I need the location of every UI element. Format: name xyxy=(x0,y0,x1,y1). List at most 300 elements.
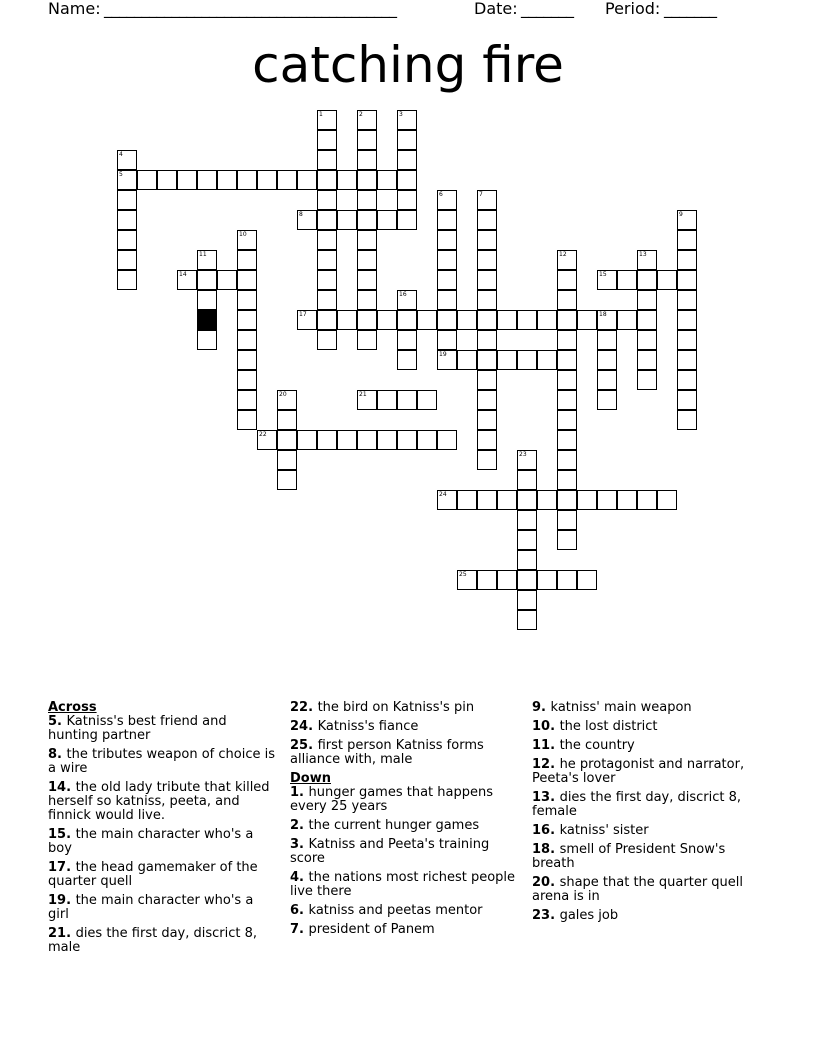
crossword-cell[interactable] xyxy=(637,490,657,510)
crossword-cell[interactable] xyxy=(397,190,417,210)
clue-item: 6. katniss and peetas mentor xyxy=(290,903,483,918)
clue-item-text: the main character who's a girl xyxy=(48,893,254,922)
clue-item-number: 12 xyxy=(532,757,551,772)
crossword-cell[interactable] xyxy=(677,350,697,370)
clue-item-number: 23 xyxy=(532,908,551,923)
crossword-cell[interactable] xyxy=(477,410,497,430)
crossword-cell[interactable] xyxy=(577,310,597,330)
clue-item: 18. smell of President Snow's breath xyxy=(532,842,726,871)
crossword-cell[interactable] xyxy=(617,490,637,510)
crossword-cell[interactable] xyxy=(317,130,337,150)
clue-item-number: 4 xyxy=(290,870,300,885)
crossword-cell[interactable] xyxy=(337,310,357,330)
crossword-cell[interactable] xyxy=(617,270,637,290)
crossword-cell[interactable] xyxy=(637,370,657,390)
crossword-cell[interactable] xyxy=(557,450,577,470)
crossword-cell[interactable] xyxy=(197,270,217,290)
crossword-cell[interactable] xyxy=(477,370,497,390)
crossword-cell[interactable] xyxy=(277,470,297,490)
crossword-cell[interactable] xyxy=(397,210,417,230)
crossword-cell[interactable] xyxy=(297,310,317,330)
crossword-cell[interactable] xyxy=(517,450,537,470)
crossword-cell[interactable] xyxy=(357,390,377,410)
crossword-cell[interactable] xyxy=(677,370,697,390)
crossword-cell[interactable] xyxy=(517,490,537,510)
crossword-cell[interactable] xyxy=(597,270,617,290)
crossword-cell[interactable] xyxy=(497,490,517,510)
clue-number: 22 xyxy=(259,431,267,438)
crossword-cell[interactable] xyxy=(557,490,577,510)
clue-item: 16. katniss' sister xyxy=(532,823,649,838)
crossword-cell[interactable] xyxy=(357,310,377,330)
crossword-cell[interactable] xyxy=(177,170,197,190)
crossword-cell[interactable] xyxy=(377,210,397,230)
crossword-cell[interactable] xyxy=(237,370,257,390)
crossword-cell[interactable] xyxy=(637,250,657,270)
crossword-cell[interactable] xyxy=(677,210,697,230)
clue-item-number: 24 xyxy=(290,719,309,734)
crossword-cell[interactable] xyxy=(117,170,137,190)
clue-item-number: 13 xyxy=(532,790,551,805)
crossword-cell[interactable] xyxy=(277,390,297,410)
crossword-cell[interactable] xyxy=(457,350,477,370)
crossword-cell[interactable] xyxy=(357,170,377,190)
clue-item: 2. the current hunger games xyxy=(290,818,480,833)
crossword-cell[interactable] xyxy=(397,330,417,350)
clue-item: 4. the nations most richest people live there xyxy=(290,870,516,899)
clue-number: 17 xyxy=(299,311,307,318)
crossword-cell[interactable] xyxy=(437,350,457,370)
clue-number: 21 xyxy=(359,391,367,398)
crossword-cell[interactable] xyxy=(217,170,237,190)
crossword-cell[interactable] xyxy=(357,150,377,170)
crossword-cell[interactable] xyxy=(457,490,477,510)
crossword-cell[interactable] xyxy=(477,570,497,590)
crossword-cell[interactable] xyxy=(417,310,437,330)
crossword-cell[interactable] xyxy=(477,290,497,310)
crossword-cell[interactable] xyxy=(477,270,497,290)
clue-number: 8 xyxy=(299,211,303,218)
crossword-cell[interactable] xyxy=(637,290,657,310)
clue-number: 25 xyxy=(459,571,467,578)
crossword-cell[interactable] xyxy=(537,570,557,590)
clue-item-number: 25 xyxy=(290,738,309,753)
clue-number: 2 xyxy=(359,111,363,118)
crossword-cell[interactable] xyxy=(477,490,497,510)
crossword-cell[interactable] xyxy=(317,330,337,350)
clue-item-number: 10 xyxy=(532,719,551,734)
crossword-cell[interactable] xyxy=(437,230,457,250)
crossword-cell[interactable] xyxy=(277,170,297,190)
crossword-cell[interactable] xyxy=(557,390,577,410)
crossword-cell[interactable] xyxy=(137,170,157,190)
clue-item: 19. the main character who's a girl xyxy=(48,893,254,922)
crossword-cell[interactable] xyxy=(357,110,377,130)
crossword-cell[interactable] xyxy=(477,210,497,230)
crossword-cell[interactable] xyxy=(497,350,517,370)
crossword-cell[interactable] xyxy=(477,190,497,210)
clue-item-text: Katniss's best friend and hunting partner xyxy=(48,714,227,743)
crossword-cell[interactable] xyxy=(257,430,277,450)
crossword-cell[interactable] xyxy=(237,270,257,290)
crossword-cell[interactable] xyxy=(377,170,397,190)
clue-item: 9. katniss' main weapon xyxy=(532,700,692,715)
clue-item: 11. the country xyxy=(532,738,635,753)
crossword-cell[interactable] xyxy=(557,250,577,270)
crossword-cell[interactable] xyxy=(617,310,637,330)
clue-item-text: the lost district xyxy=(559,719,658,734)
crossword-cell[interactable] xyxy=(237,170,257,190)
crossword-cell[interactable] xyxy=(437,270,457,290)
clue-item-number: 8 xyxy=(48,747,58,762)
clue-item-text: the country xyxy=(559,738,635,753)
date-field[interactable]: _______ xyxy=(521,0,574,18)
crossword-cell[interactable] xyxy=(337,430,357,450)
crossword-cell[interactable] xyxy=(657,490,677,510)
crossword-cell[interactable] xyxy=(357,130,377,150)
clue-item-number: 14 xyxy=(48,780,67,795)
crossword-cell[interactable] xyxy=(477,450,497,470)
crossword-cell[interactable] xyxy=(597,350,617,370)
crossword-cell[interactable] xyxy=(557,410,577,430)
clue-item: 12. he protagonist and narrator, Peeta's lover xyxy=(532,757,745,786)
crossword-cell[interactable] xyxy=(397,350,417,370)
clue-number: 3 xyxy=(399,111,403,118)
clue-item-number: 21 xyxy=(48,926,67,941)
clue-item-text: dies the first day, discrict 8, female xyxy=(532,790,742,819)
crossword-cell[interactable] xyxy=(597,310,617,330)
crossword-cell[interactable] xyxy=(197,250,217,270)
crossword-cell[interactable] xyxy=(237,310,257,330)
crossword-cell[interactable] xyxy=(557,350,577,370)
clue-number: 18 xyxy=(599,311,607,318)
crossword-cell[interactable] xyxy=(517,350,537,370)
clue-column-2 xyxy=(290,701,518,942)
crossword-cell[interactable] xyxy=(117,230,137,250)
crossword-cell[interactable] xyxy=(437,310,457,330)
crossword-cell[interactable] xyxy=(677,230,697,250)
clue-item: 14. the old lady tribute that killed herself so katniss, peeta, and finnick would live. xyxy=(48,780,270,823)
crossword-cell[interactable] xyxy=(337,210,357,230)
crossword-cell[interactable] xyxy=(177,270,197,290)
crossword-cell[interactable] xyxy=(397,170,417,190)
crossword-cell[interactable] xyxy=(317,310,337,330)
crossword-cell[interactable] xyxy=(677,410,697,430)
crossword-cell[interactable] xyxy=(297,430,317,450)
crossword-cell[interactable] xyxy=(357,230,377,250)
crossword-cell[interactable] xyxy=(417,390,437,410)
crossword-cell[interactable] xyxy=(317,250,337,270)
crossword-cell[interactable] xyxy=(517,570,537,590)
crossword-cell[interactable] xyxy=(477,430,497,450)
crossword-cell[interactable] xyxy=(437,290,457,310)
clue-item-number: 19 xyxy=(48,893,67,908)
crossword-cell[interactable] xyxy=(477,230,497,250)
crossword-cell[interactable] xyxy=(397,430,417,450)
crossword-cell[interactable] xyxy=(397,310,417,330)
crossword-cell[interactable] xyxy=(437,210,457,230)
crossword-cell[interactable] xyxy=(637,310,657,330)
clue-item-number: 20 xyxy=(532,875,551,890)
clue-item: 13. dies the first day, discrict 8, female xyxy=(532,790,742,819)
crossword-cell[interactable] xyxy=(117,270,137,290)
crossword-cell[interactable] xyxy=(357,330,377,350)
crossword-cell[interactable] xyxy=(557,570,577,590)
clue-item-text: gales job xyxy=(559,908,619,923)
crossword-cell[interactable] xyxy=(117,190,137,210)
clue-item-number: 6 xyxy=(290,903,300,918)
clue-item: 20. shape that the quarter quell arena is in xyxy=(532,875,744,904)
crossword-cell[interactable] xyxy=(497,310,517,330)
crossword-cell[interactable] xyxy=(557,290,577,310)
crossword-cell[interactable] xyxy=(557,510,577,530)
clue-item-text: shape that the quarter quell arena is in xyxy=(532,875,744,904)
clue-item-number: 22 xyxy=(290,700,309,715)
crossword-cell[interactable] xyxy=(197,170,217,190)
crossword-cell[interactable] xyxy=(217,270,237,290)
crossword-cell[interactable] xyxy=(637,350,657,370)
crossword-cell[interactable] xyxy=(557,270,577,290)
crossword-cell[interactable] xyxy=(257,170,277,190)
clue-item: 10. the lost district xyxy=(532,719,658,734)
clue-item-text: first person Katniss forms alliance with, male xyxy=(290,738,484,767)
crossword-cell[interactable] xyxy=(317,110,337,130)
clue-column-1 xyxy=(48,701,276,960)
clue-number: 24 xyxy=(439,491,447,498)
clue-item-text: he protagonist and narrator, Peeta's lover xyxy=(532,757,745,786)
clue-number: 6 xyxy=(439,191,443,198)
crossword-cell[interactable] xyxy=(237,330,257,350)
crossword-cell[interactable] xyxy=(337,170,357,190)
crossword-cell[interactable] xyxy=(397,130,417,150)
crossword-cell[interactable] xyxy=(477,330,497,350)
crossword-cell[interactable] xyxy=(377,390,397,410)
clue-item-number: 1 xyxy=(290,785,300,800)
crossword-cell[interactable] xyxy=(237,350,257,370)
name-label: Name: xyxy=(48,0,101,18)
crossword-cell[interactable] xyxy=(317,270,337,290)
crossword-cell[interactable] xyxy=(437,490,457,510)
crossword-cell[interactable] xyxy=(457,310,477,330)
crossword-cell[interactable] xyxy=(557,330,577,350)
clue-number: 14 xyxy=(179,271,187,278)
crossword-cell[interactable] xyxy=(677,310,697,330)
crossword-cell[interactable] xyxy=(517,590,537,610)
crossword-cell[interactable] xyxy=(117,250,137,270)
crossword-cell[interactable] xyxy=(677,290,697,310)
crossword-cell[interactable] xyxy=(437,430,457,450)
crossword-cell[interactable] xyxy=(277,450,297,470)
clue-item-number: 17 xyxy=(48,860,67,875)
clue-item-text: the tributes weapon of choice is a wire xyxy=(48,747,275,776)
crossword-cell[interactable] xyxy=(357,270,377,290)
crossword-cell[interactable] xyxy=(597,370,617,390)
clue-number: 23 xyxy=(519,451,527,458)
crossword-cell[interactable] xyxy=(477,390,497,410)
clue-section-heading: Down xyxy=(290,771,331,786)
crossword-cell[interactable] xyxy=(457,570,477,590)
crossword-cell[interactable] xyxy=(277,410,297,430)
crossword-cell[interactable] xyxy=(517,470,537,490)
crossword-cell[interactable] xyxy=(557,530,577,550)
clue-number: 9 xyxy=(679,211,683,218)
crossword-cell[interactable] xyxy=(537,310,557,330)
clue-item-text: katniss' sister xyxy=(559,823,649,838)
clue-number: 4 xyxy=(119,151,123,158)
clue-item-number: 11 xyxy=(532,738,551,753)
clue-item-text: the current hunger games xyxy=(308,818,480,833)
crossword-cell[interactable] xyxy=(517,550,537,570)
crossword-cell[interactable] xyxy=(557,470,577,490)
crossword-cell[interactable] xyxy=(157,170,177,190)
crossword-cell[interactable] xyxy=(277,430,297,450)
clue-item: 22. the bird on Katniss's pin xyxy=(290,700,475,715)
clue-number: 7 xyxy=(479,191,483,198)
crossword-cell[interactable] xyxy=(357,290,377,310)
clue-item-number: 9 xyxy=(532,700,542,715)
crossword-cell[interactable] xyxy=(237,250,257,270)
clue-item: 25. first person Katniss forms alliance with, male xyxy=(290,738,484,767)
crossword-cell[interactable] xyxy=(517,510,537,530)
clue-number: 11 xyxy=(199,251,207,258)
crossword-cell[interactable] xyxy=(117,150,137,170)
crossword-cell[interactable] xyxy=(117,210,137,230)
crossword-cell[interactable] xyxy=(637,330,657,350)
clue-number: 12 xyxy=(559,251,567,258)
crossword-cell[interactable] xyxy=(537,350,557,370)
crossword-cell[interactable] xyxy=(297,210,317,230)
crossword-cell[interactable] xyxy=(537,490,557,510)
clue-item: 21. dies the first day, discrict 8, male xyxy=(48,926,258,955)
clue-item-text: Katniss's fiance xyxy=(317,719,419,734)
crossword-cell[interactable] xyxy=(677,390,697,410)
clue-item-text: president of Panem xyxy=(308,922,435,937)
clue-number: 19 xyxy=(439,351,447,358)
crossword-cell[interactable] xyxy=(237,290,257,310)
crossword-cell[interactable] xyxy=(637,270,657,290)
crossword-cell[interactable] xyxy=(317,290,337,310)
clue-item-text: the main character who's a boy xyxy=(48,827,254,856)
crossword-cell[interactable] xyxy=(197,330,217,350)
crossword-cell[interactable] xyxy=(317,150,337,170)
crossword-cell[interactable] xyxy=(317,230,337,250)
crossword-cell[interactable] xyxy=(237,230,257,250)
clue-item-number: 5 xyxy=(48,714,58,729)
crossword-cell[interactable] xyxy=(397,110,417,130)
clue-item-number: 2 xyxy=(290,818,300,833)
crossword-cell[interactable] xyxy=(517,310,537,330)
crossword-cell[interactable] xyxy=(597,490,617,510)
crossword-cell[interactable] xyxy=(677,330,697,350)
crossword-cell[interactable] xyxy=(477,250,497,270)
black-cell xyxy=(197,310,217,330)
clue-item-text: smell of President Snow's breath xyxy=(532,842,726,871)
crossword-cell[interactable] xyxy=(397,150,417,170)
clue-column-3 xyxy=(532,701,760,928)
clue-item: 7. president of Panem xyxy=(290,922,435,937)
page-title: catching fire xyxy=(252,36,564,94)
clue-item-text: the old lady tribute that killed herself so katniss, peeta, and finnick would live. xyxy=(48,780,270,823)
clue-item: 1. hunger games that happens every 25 years xyxy=(290,785,493,814)
crossword-cell[interactable] xyxy=(477,350,497,370)
crossword-cell[interactable] xyxy=(377,310,397,330)
clue-number: 5 xyxy=(119,171,123,178)
crossword-cell[interactable] xyxy=(597,330,617,350)
crossword-cell[interactable] xyxy=(477,310,497,330)
crossword-cell[interactable] xyxy=(357,250,377,270)
crossword-cell[interactable] xyxy=(317,430,337,450)
crossword-cell[interactable] xyxy=(417,430,437,450)
clue-item: 23. gales job xyxy=(532,908,619,923)
crossword-cell[interactable] xyxy=(397,390,417,410)
clue-item-text: the bird on Katniss's pin xyxy=(317,700,475,715)
crossword-cell[interactable] xyxy=(577,570,597,590)
name-field[interactable]: _______________________________________ xyxy=(104,0,397,18)
crossword-cell[interactable] xyxy=(297,170,317,190)
crossword-cell[interactable] xyxy=(237,390,257,410)
crossword-cell[interactable] xyxy=(357,430,377,450)
clue-item-text: the nations most richest people live there xyxy=(290,870,516,899)
crossword-cell[interactable] xyxy=(317,170,337,190)
clue-item: 5. Katniss's best friend and hunting partner xyxy=(48,714,227,743)
crossword-cell[interactable] xyxy=(237,410,257,430)
clue-section-heading: Across xyxy=(48,700,97,715)
crossword-cell[interactable] xyxy=(557,310,577,330)
crossword-cell[interactable] xyxy=(437,330,457,350)
crossword-cell[interactable] xyxy=(437,250,457,270)
clue-item-text: Katniss and Peeta's training score xyxy=(290,837,490,866)
clue-item: 24. Katniss's fiance xyxy=(290,719,419,734)
clue-item: 8. the tributes weapon of choice is a wire xyxy=(48,747,275,776)
clue-item: 3. Katniss and Peeta's training score xyxy=(290,837,490,866)
crossword-cell[interactable] xyxy=(377,430,397,450)
crossword-cell[interactable] xyxy=(317,210,337,230)
crossword-cell[interactable] xyxy=(577,490,597,510)
crossword-cell[interactable] xyxy=(597,390,617,410)
clue-number: 1 xyxy=(319,111,323,118)
clue-number: 15 xyxy=(599,271,607,278)
crossword-cell[interactable] xyxy=(437,190,457,210)
clue-item-number: 15 xyxy=(48,827,67,842)
clue-item-text: katniss' main weapon xyxy=(550,700,692,715)
crossword-cell[interactable] xyxy=(677,250,697,270)
crossword-cell[interactable] xyxy=(357,190,377,210)
clue-item-text: hunger games that happens every 25 years xyxy=(290,785,493,814)
crossword-cell[interactable] xyxy=(557,430,577,450)
clue-item-text: katniss and peetas mentor xyxy=(308,903,483,918)
crossword-cell[interactable] xyxy=(357,210,377,230)
crossword-cell[interactable] xyxy=(497,570,517,590)
crossword-cell[interactable] xyxy=(517,610,537,630)
crossword-cell[interactable] xyxy=(557,370,577,390)
clue-item-text: the head gamemaker of the quarter quell xyxy=(48,860,258,889)
crossword-cell[interactable] xyxy=(197,290,217,310)
clue-number: 13 xyxy=(639,251,647,258)
crossword-cell[interactable] xyxy=(317,190,337,210)
period-label: Period: xyxy=(605,0,661,18)
clue-item: 15. the main character who's a boy xyxy=(48,827,254,856)
crossword-cell[interactable] xyxy=(397,290,417,310)
clue-item-number: 3 xyxy=(290,837,300,852)
clue-number: 16 xyxy=(399,291,407,298)
crossword-cell[interactable] xyxy=(657,270,677,290)
clue-item-number: 7 xyxy=(290,922,300,937)
crossword-cell[interactable] xyxy=(677,270,697,290)
crossword-cell[interactable] xyxy=(517,530,537,550)
period-field[interactable]: _______ xyxy=(664,0,717,18)
clue-item-text: dies the first day, discrict 8, male xyxy=(48,926,258,955)
clue-item: 17. the head gamemaker of the quarter quell xyxy=(48,860,258,889)
